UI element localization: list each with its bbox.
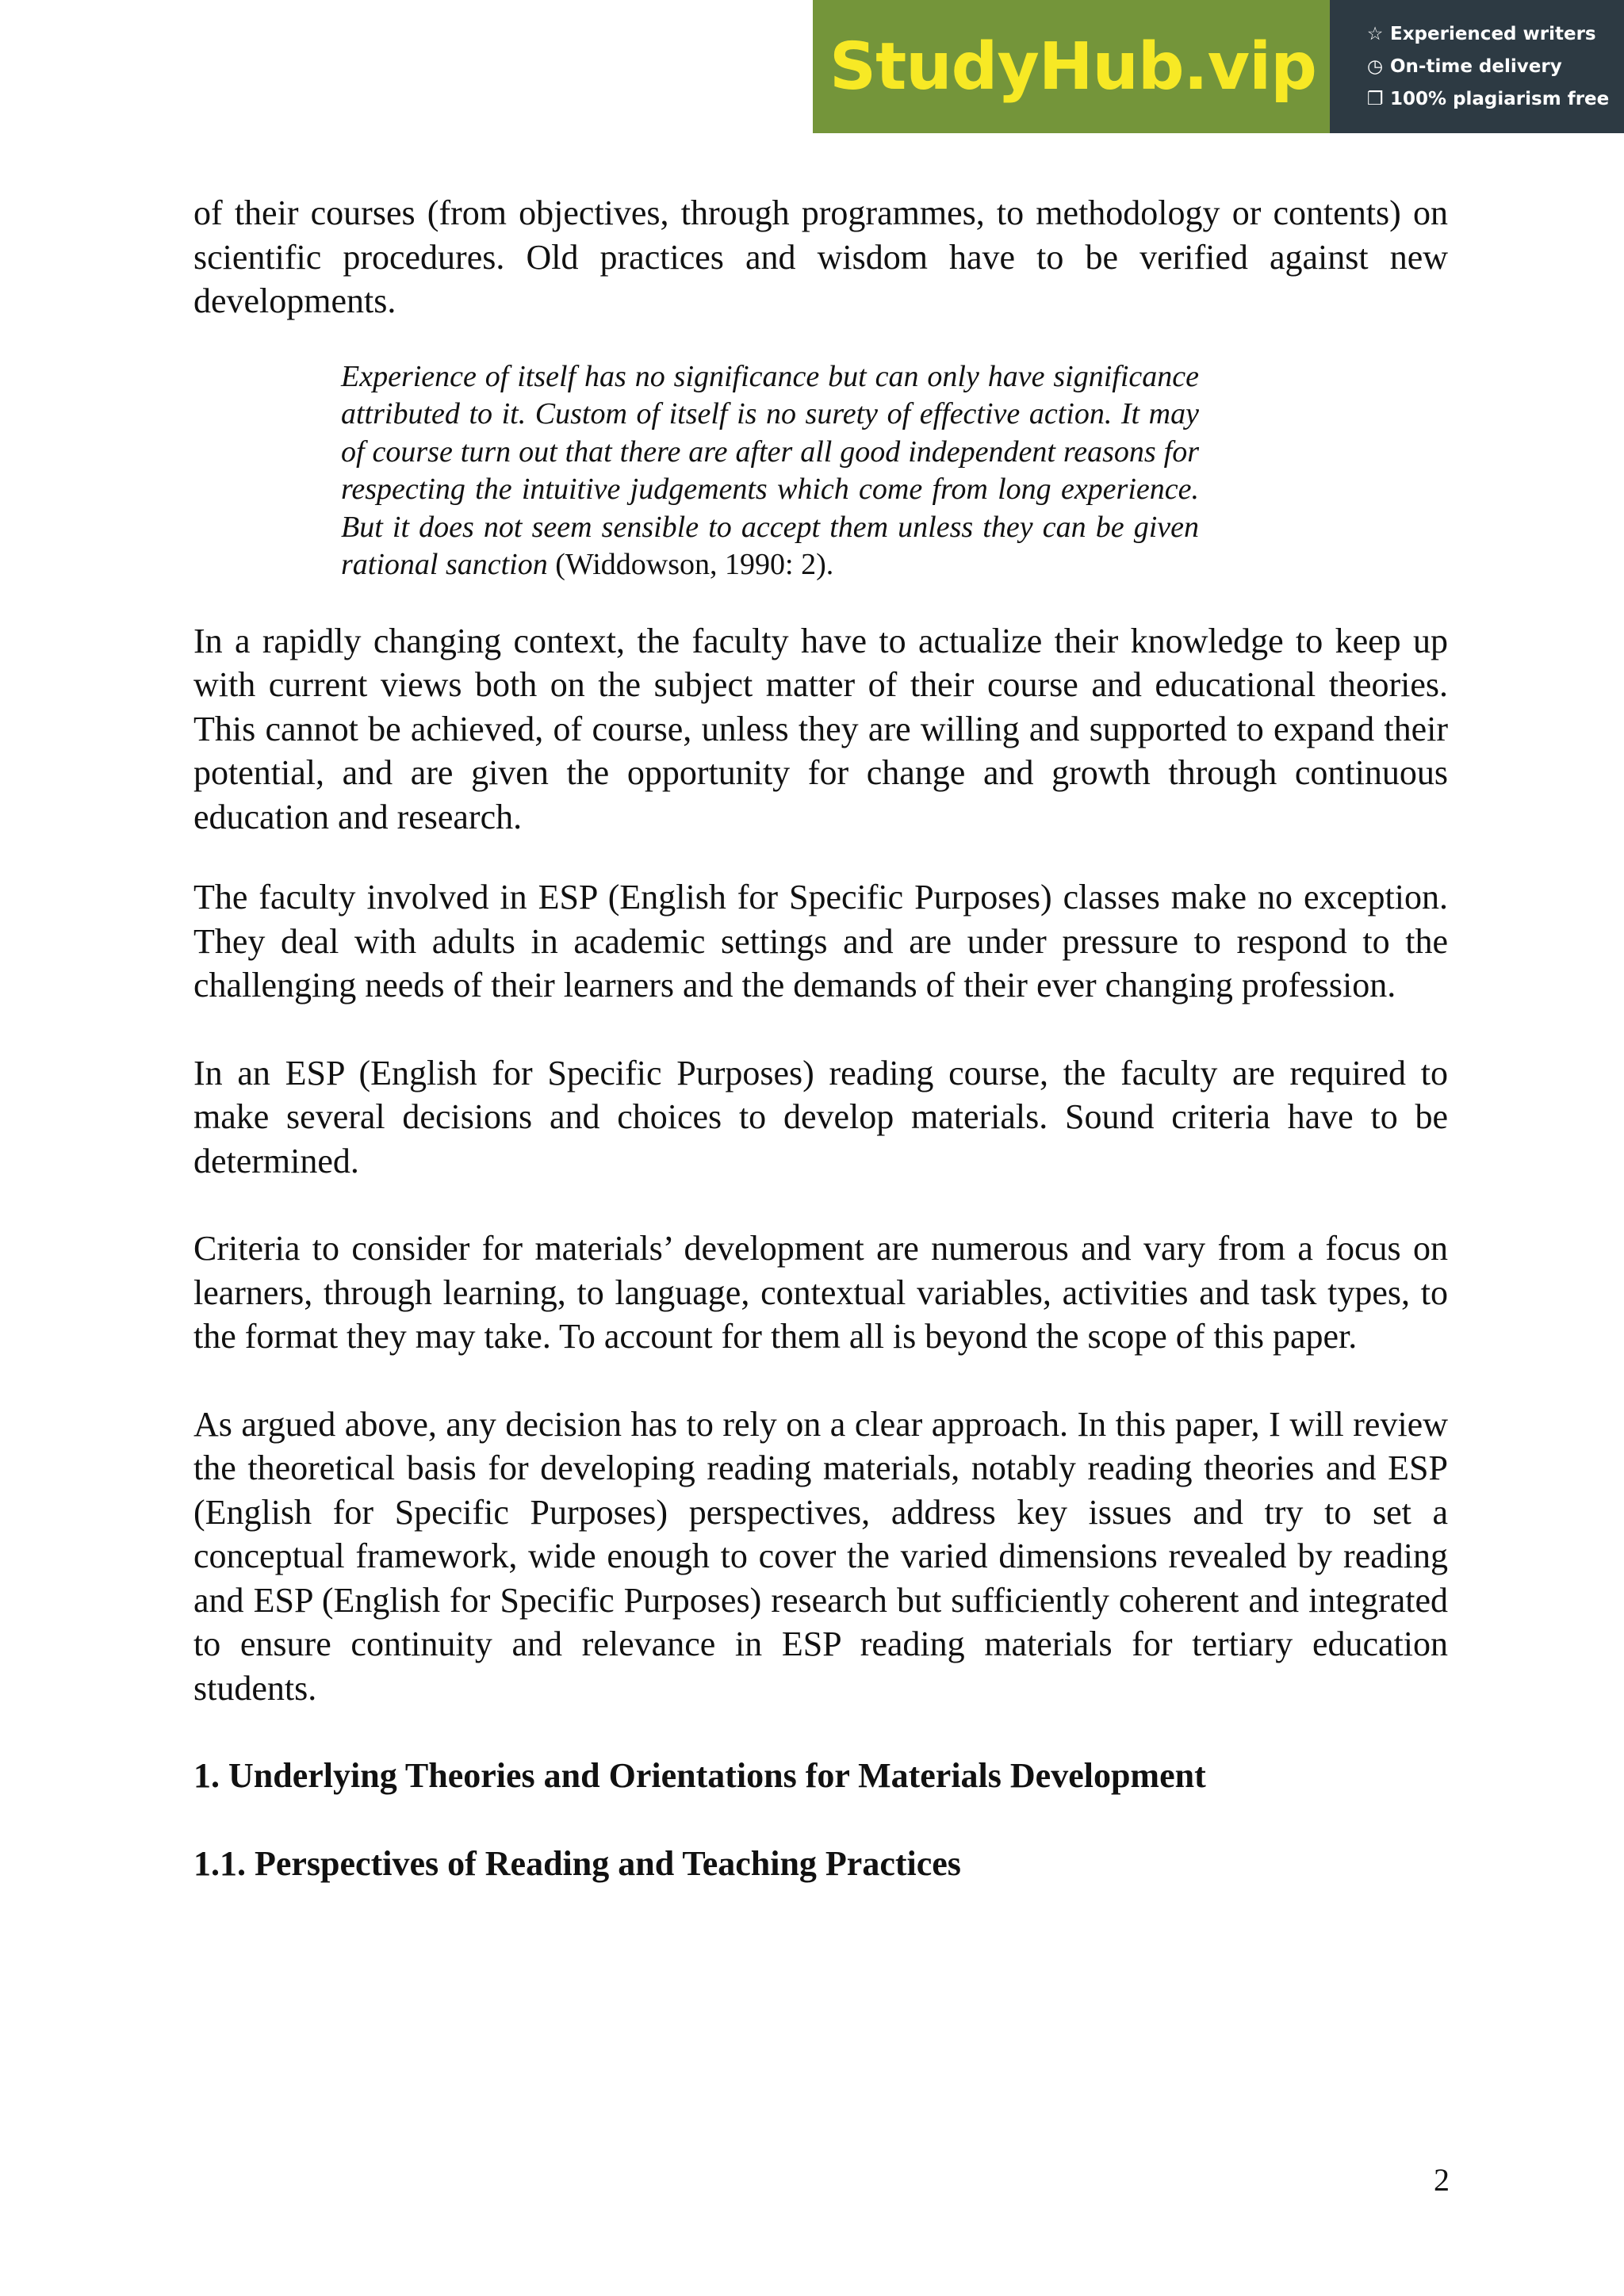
feature-on-time-delivery (1365, 51, 1624, 83)
paragraph-criteria: Criteria to consider for materials’ development are numerous and vary from a focus on learners, through learning, to language, contextual variables, activities and task types, to the format they may take. To account for them all is beyond the scope of this paper. (193, 1229, 1448, 1356)
studyhub-banner[interactable] (813, 0, 1624, 133)
paragraph-reading-course: In an ESP (English for Specific Purposes) reading course, the faculty are required to make several decisions and choices to develop materials. Sound criteria have to be determined. (193, 1053, 1448, 1181)
feature-experienced-writers (1365, 18, 1624, 51)
paragraph-argued-above: As argued above, any decision has to rely on a clear approach. In this paper, I will review the theoretical basis for developing reading materials, notably reading theories and ESP (English for Specific Purposes) perspectives, address key issues and try to set a conceptual framework, wide enough to cover the varied dimensions revealed by reading and ESP (English for Specific Purposes) research but sufficiently coherent and integrated to ensure continuity and relevance in ESP reading materials for tertiary education students. (193, 1404, 1448, 1708)
quote-citation: (Widdowson, 1990: 2). (555, 548, 834, 581)
logo-text: StudyHub.vip (829, 29, 1316, 105)
feature-label: Experienced writers (1390, 24, 1596, 44)
star-icon: ☆ (1366, 24, 1384, 44)
copy-icon: ❐ (1366, 89, 1384, 109)
paragraph-changing-context: In a rapidly changing context, the faculty have to actualize their knowledge to keep up with current views both on the subject matter of their course and educational theories. This cannot be achieved, of course, unless they are willing and supported to expand their potential, and are given the opportunity for change and growth through continuous education and research. (193, 621, 1448, 836)
block-quote (341, 358, 1199, 584)
studyhub-logo[interactable] (813, 0, 1330, 133)
clock-icon: ◷ (1366, 56, 1384, 77)
banner-features (1330, 0, 1624, 133)
page-number: 2 (1434, 2162, 1450, 2198)
section-heading-1: 1. Underlying Theories and Orientations for Materials Development (193, 1756, 1206, 1795)
feature-label: 100% plagiarism free (1390, 89, 1610, 109)
quote-text: Experience of itself has no significance but can only have significance attributed to it. Custom of itself is no surety of effective action. It may of course turn out that there are after all good independent reasons for respecting the intuitive judgements which come from long experience. But it does not seem sensible to accept them unless they can be given rational sanction (341, 359, 1199, 581)
paragraph-esp-faculty: The faculty involved in ESP (English for Specific Purposes) classes make no exception. They deal with adults in academic settings and are under pressure to respond to the challenging needs of their learners and the demands of their ever changing profession. (193, 878, 1448, 1004)
document-body (193, 191, 1448, 1885)
paragraph-intro: of their courses (from objectives, through programmes, to methodology or contents) on scientific procedures. Old practices and wisdom have to be verified against new developments. (193, 193, 1448, 320)
section-heading-1-1: 1.1. Perspectives of Reading and Teaching Practices (193, 1843, 961, 1883)
feature-plagiarism-free (1365, 83, 1624, 116)
feature-label: On-time delivery (1390, 56, 1562, 77)
